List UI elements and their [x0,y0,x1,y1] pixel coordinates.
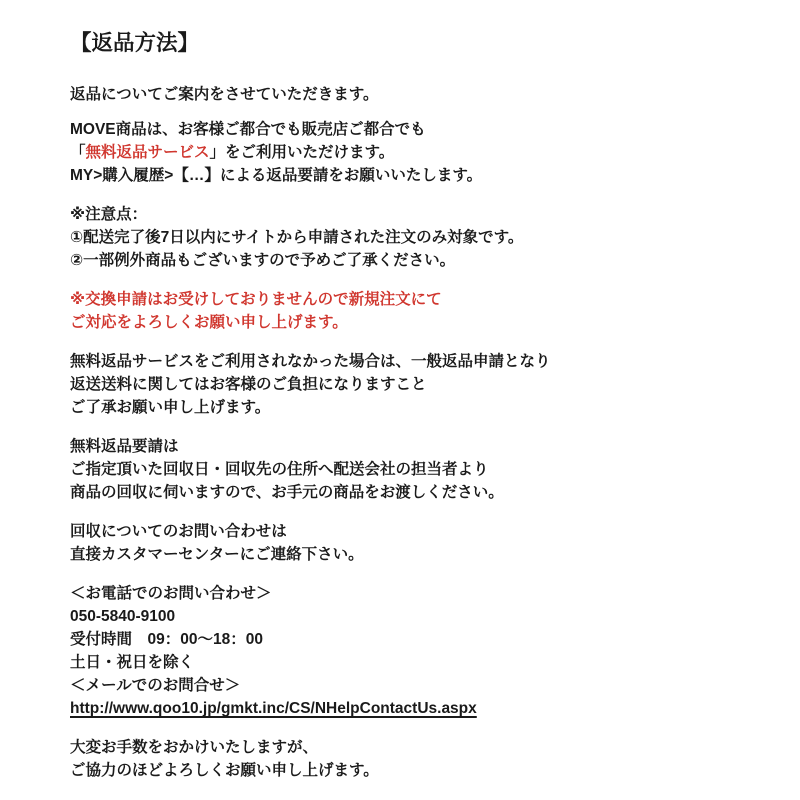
general-return-line-1: 無料返品サービスをご利用されなかった場合は、一般返品申請となり [70,353,551,370]
free-return-service-line [70,141,760,164]
note-item-1: ①配送完了後7日以内にサイトから申請された注文のみ対象です。 [70,229,524,246]
phone-number: 050-5840-9100 [70,608,176,625]
mail-contact-heading: ＜メールでのお問合せ＞ [70,677,241,694]
move-products-line: MOVE商品は、お客様ご都合でも販売店ご都合でも [70,121,426,138]
general-return-line-3: ご了承お願い申し上げます。 [70,399,271,416]
free-return-service-paragraph [70,118,760,187]
notes-heading: ※注意点： [70,206,148,223]
inquiry-line-2: 直接カスタマーセンターにご連絡下さい。 [70,546,364,563]
exchange-warning-line-1: ※交換申請はお受けしておりませんので新規注文にて [70,291,442,308]
pickup-paragraph [70,435,760,504]
closed-days: 土日・祝日を除く [70,654,195,671]
pickup-line-2: ご指定頂いた回収日・回収先の住所へ配送会社の担当者より [70,461,489,478]
intro-line: 返品についてご案内をさせていただきます。 [70,86,379,103]
inquiry-line-1: 回収についてのお問い合わせは [70,523,287,540]
pickup-line-3: 商品の回収に伺いますので、お手元の商品をお渡しください。 [70,484,504,501]
exchange-warning-line-2: ご対応をよろしくお願い申し上げます。 [70,314,348,331]
purchase-history-line: MY>購入履歴>【…】による返品要請をお願いいたします。 [70,167,483,184]
closing-paragraph [70,736,760,782]
business-hours: 受付時間 09：00～18：00 [70,631,263,648]
open-bracket: 「 [70,144,86,161]
notes-paragraph [70,203,760,272]
closing-line-1: 大変お手数をおかけいたしますが、 [70,739,319,756]
general-return-paragraph [70,350,760,419]
general-return-line-2: 返送送料に関してはお客様のご負担になりますこと [70,376,427,393]
pickup-line-1: 無料返品要請は [70,438,179,455]
phone-contact-heading: ＜お電話でのお問い合わせ＞ [70,585,272,602]
free-return-service-rest: 」をご利用いただけます。 [209,144,395,161]
contact-paragraph [70,582,760,720]
free-return-service-highlight: 無料返品サービス [85,144,210,161]
note-item-2: ②一部例外商品もございますので予めご了承ください。 [70,252,456,269]
closing-line-2: ご協力のほどよろしくお願い申し上げます。 [70,762,379,779]
exchange-warning-paragraph [70,288,760,334]
intro-paragraph [70,83,760,106]
page-title: 【返品方法】 [70,31,200,55]
contact-url-link[interactable]: http://www.qoo10.jp/gmkt.inc/CS/NHelpContactUs.aspx [70,700,477,717]
inquiry-paragraph [70,520,760,566]
